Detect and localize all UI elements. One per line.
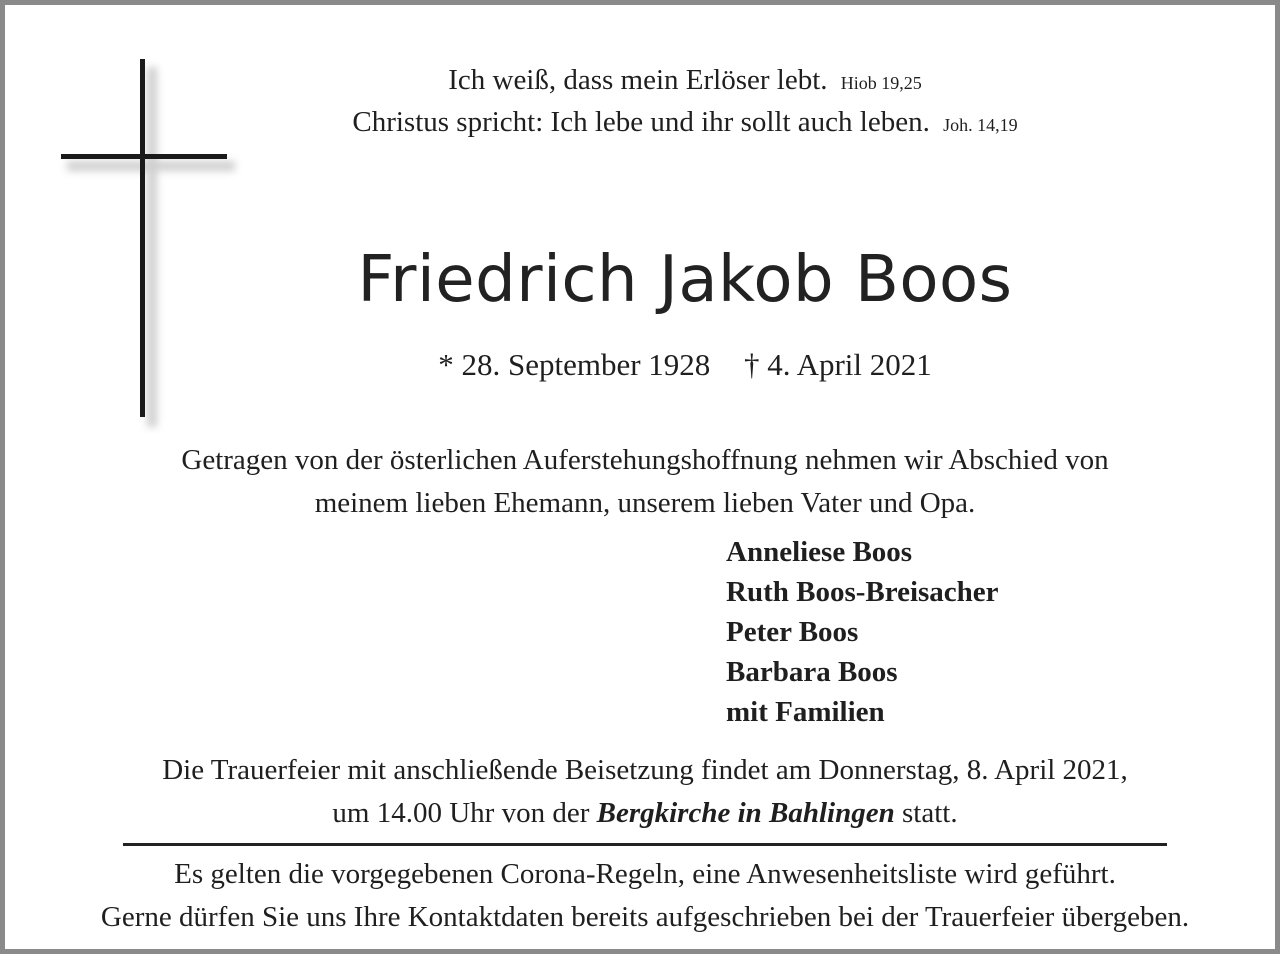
farewell-text: [65, 439, 1225, 525]
quote-line: [255, 61, 1115, 103]
corona-notice: [25, 853, 1265, 939]
cross-icon: [53, 53, 253, 433]
birth-date: * 28. September 1928: [438, 347, 711, 382]
bible-quotes: [255, 61, 1115, 145]
deceased-name: Friedrich Jakob Boos: [357, 243, 1013, 317]
death-date: † 4. April 2021: [744, 347, 932, 382]
mourners-list: [726, 532, 999, 732]
funeral-details: [45, 749, 1245, 835]
funeral-date-line: Die Trauerfeier mit anschließende Beisetzung findet am Donnerstag, 8. April 2021,: [162, 754, 1128, 786]
funeral-location: Bergkirche in Bahlingen: [596, 797, 895, 829]
funeral-closing: statt.: [901, 797, 958, 829]
mourner-name: mit Familien: [726, 696, 885, 728]
quote-reference: Hiob 19,25: [840, 73, 922, 93]
mourner-name: Ruth Boos-Breisacher: [726, 576, 999, 608]
farewell-line: meinem lieben Ehemann, unserem lieben Vater und Opa.: [314, 487, 976, 519]
farewell-line: Getragen von der österlichen Auferstehungshoffnung nehmen wir Abschied von: [181, 444, 1109, 476]
quote-text: Christus spricht: Ich lebe und ihr sollt auch leben.: [352, 106, 930, 138]
quote-reference: Joh. 14,19: [943, 115, 1018, 135]
notice-line: Es gelten die vorgegebenen Corona-Regeln, eine Anwesenheitsliste wird geführt.: [174, 858, 1116, 890]
mourner-name: Anneliese Boos: [726, 536, 913, 568]
quote-text: Ich weiß, dass mein Erlöser lebt.: [448, 64, 828, 96]
mourner-name: Barbara Boos: [726, 656, 898, 688]
funeral-time: um 14.00 Uhr von der: [332, 797, 590, 829]
notice-line: Gerne dürfen Sie uns Ihre Kontaktdaten bereits aufgeschrieben bei der Trauerfeier übergeben.: [100, 901, 1190, 933]
mourner-name: Peter Boos: [726, 616, 859, 648]
divider-line: [123, 843, 1167, 846]
life-dates: [265, 347, 1105, 383]
funeral-place-line: [45, 792, 1245, 835]
quote-line: [255, 103, 1115, 145]
